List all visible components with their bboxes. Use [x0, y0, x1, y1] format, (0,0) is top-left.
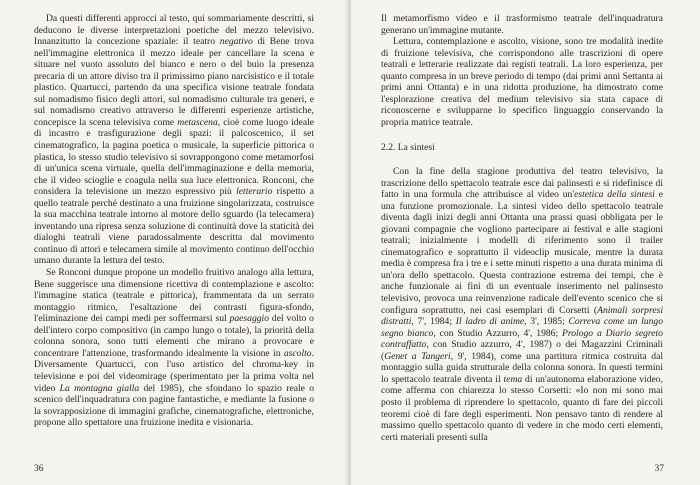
- left-page: [0, 0, 349, 485]
- italic-title: Genet a Tangeri: [384, 350, 451, 362]
- italic-title: Animali sorpresi distratti: [381, 304, 664, 328]
- italic-title: negativo: [219, 36, 253, 48]
- paragraph: Da questi differenti approcci al testo, qui sommariamente descritti, si deducono le diverse interpretazioni poetiche del mezzo televisivo. Innanzitutto la concezione spaziale: il teatro negativo di Bene trova nell'immagine elettronica il mezzo ideale per cancellare la scena e situare nel vuoto assoluto del bianco e nero o del buio la presenza precaria di un attore diviso tra il primissimo piano narcisistico e il totale plastico. Quartucci, partendo da una specifica visione teatrale fondata sul nomadismo fisico degli attori, sul nomadismo culturale tra generi, e sul nomadismo creativo attraverso le differenti esperienze artistiche, concepisce la scena televisiva come metascena, cioè come luogo ideale di incastro e trasfigurazione degli spazi: il palcoscenico, il set cinematografico, la pagina poetica o musicale, la superficie pittorica o plastica, lo stesso studio televisivo si sovrappongono come metamorfosi di un'unica scena virtuale, quella dell'immaginazione e della memoria, che il video scioglie e coagula nella sua luce elettronica. Ronconi, che considera la televisione un mezzo espressivo più letterario rispetto a quello teatrale perché destinato a una fruizione singolarizzata, costruisce la sua macchina teatrale intorno al motore dello sguardo (la telecamera) inventando una ripresa senza soluzione di continuità dove la staticità dei dialoghi teatrali viene paradossalmente descritta dal movimento continuo di attori e telecamera simile al movimento continuo dell'occhio umano durante la lettura del testo.: [34, 13, 314, 267]
- italic-title: tema: [503, 373, 523, 385]
- section-heading: 2.2. La sintesi: [381, 142, 435, 154]
- italic-title: Il ladro di anime: [455, 316, 525, 328]
- left-page-body: [34, 13, 314, 429]
- right-page: [351, 0, 700, 485]
- page-number: 37: [654, 464, 664, 474]
- paragraph: Se Ronconi dunque propone un modello fruitivo analogo alla lettura, Bene suggerisce una dimensione ricettiva di contemplazione e ascolto: l'immagine statica (teatrale e pittorica), frammentata da un serrato montaggio ritmico, l'esaltazione dei contrasti figura-sfondo, l'eliminazione dei campi medi per soffermarsi sul paesaggio del volto o dell'intero corpo compositivo (in campo lungo o totale), la priorità della colonna sonora, sono tutti elementi che mirano a provocare e concentrare l'attenzione, trasformando idealmente la visione in ascolto. Diversamente Quartucci, con l'uso artistico del chroma-key in televisione e poi del videomirage (sperimentato per la prima volta nel video La montagna gialla del 1985), che sfondano lo spazio reale o scenico dell'inquadratura con pagine fantastiche, e mediante la fusione o la sovrapposizione di immagini grafiche, cinematografiche, elettroniche, propone allo spettatore una fruizione inedita e visionaria.: [34, 267, 314, 429]
- italic-title: letterario: [236, 186, 273, 198]
- italic-title: estetica della sintesi: [574, 189, 655, 201]
- right-page-body: [381, 13, 663, 443]
- italic-title: La montagna gialla: [59, 382, 140, 394]
- italic-title: paesaggio: [229, 313, 270, 325]
- page-number: 36: [34, 464, 44, 474]
- italic-title: Correva come un lungo segno bianco: [381, 316, 663, 339]
- italic-title: ascolto: [283, 347, 312, 359]
- paragraph: Lettura, contemplazione e ascolto, visione, sono tre modalità inedite di fruizione televisiva, che corrispondono alle trascrizioni di opere teatrali e letterarie realizzate dai registi teatrali. La loro esperienza, per quanto compresa in un breve periodo di tempo (dai primi anni Settanta ai primi anni Ottanta) e in una ridotta produzione, ha dimostrato come l'esplorazione creativa del medium televisivo sia stata capace di riconoscerne e svilupparne lo specifico linguaggio conservando la propria matrice teatrale.: [381, 36, 663, 128]
- italic-title: metascena: [177, 116, 218, 128]
- italic-title: Prologo a Diario segreto contraffatto: [381, 327, 663, 351]
- paragraph: Il metamorfismo video e il trasformismo teatrale dell'inquadratura generano un'immagine mutante.: [381, 13, 663, 36]
- paragraph: Con la fine della stagione produttiva del teatro televisivo, la trascrizione dello spettacolo teatrale esce dai palinsesti e si ridefinisce di fatto in una formula che attribuisce al video un'estetica della sintesi e una funzione promozionale. La sintesi video dello spettacolo teatrale diventa dagli inizi degli anni Ottanta una prassi quasi obbligata per le giovani compagnie che vogliono partecipare ai festival e alle stagioni teatrali; inizialmente i modelli di riferimento sono il trailer cinematografico e soprattutto il videoclip musicale, mentre la durata media è compresa fra i tre e i sette minuti rispetto a una durata minima di un'ora dello spettacolo. Questa contrazione estrema dei tempi, che è anche funzionale ai fini di un eventuale inserimento nel palinsesto televisivo, provoca una reinvenzione radicale dell'evento scenico che si configura soprattutto, nei casi esemplari di Corsetti (Animali sorpresi distratti, 7', 1984; Il ladro di anime, 3', 1985; Correva come un lungo segno bianco, con Studio Azzurro, 4', 1986; Prologo a Diario segreto contraffatto, con Studio azzurro, 4', 1987) o dei Magazzini Criminali (Genet a Tangeri, 9', 1984), come una partitura ritmica costruita dal montaggio sulla guida strutturale della colonna sonora. In questi termini lo spettacolo teatrale diventa il tema di un'autonoma elaborazione video, come afferma con chiarezza lo stesso Corsetti: «Io non mi sono mai posto il problema di riprendere lo spettacolo, quanto di fare dei piccoli teoremi cioè di fare degli esperimenti. Non pensavo tanto di rendere al massimo quello spettacolo quanto di vedere in che modo certi elementi, certi materiali presenti sulla: [381, 166, 664, 443]
